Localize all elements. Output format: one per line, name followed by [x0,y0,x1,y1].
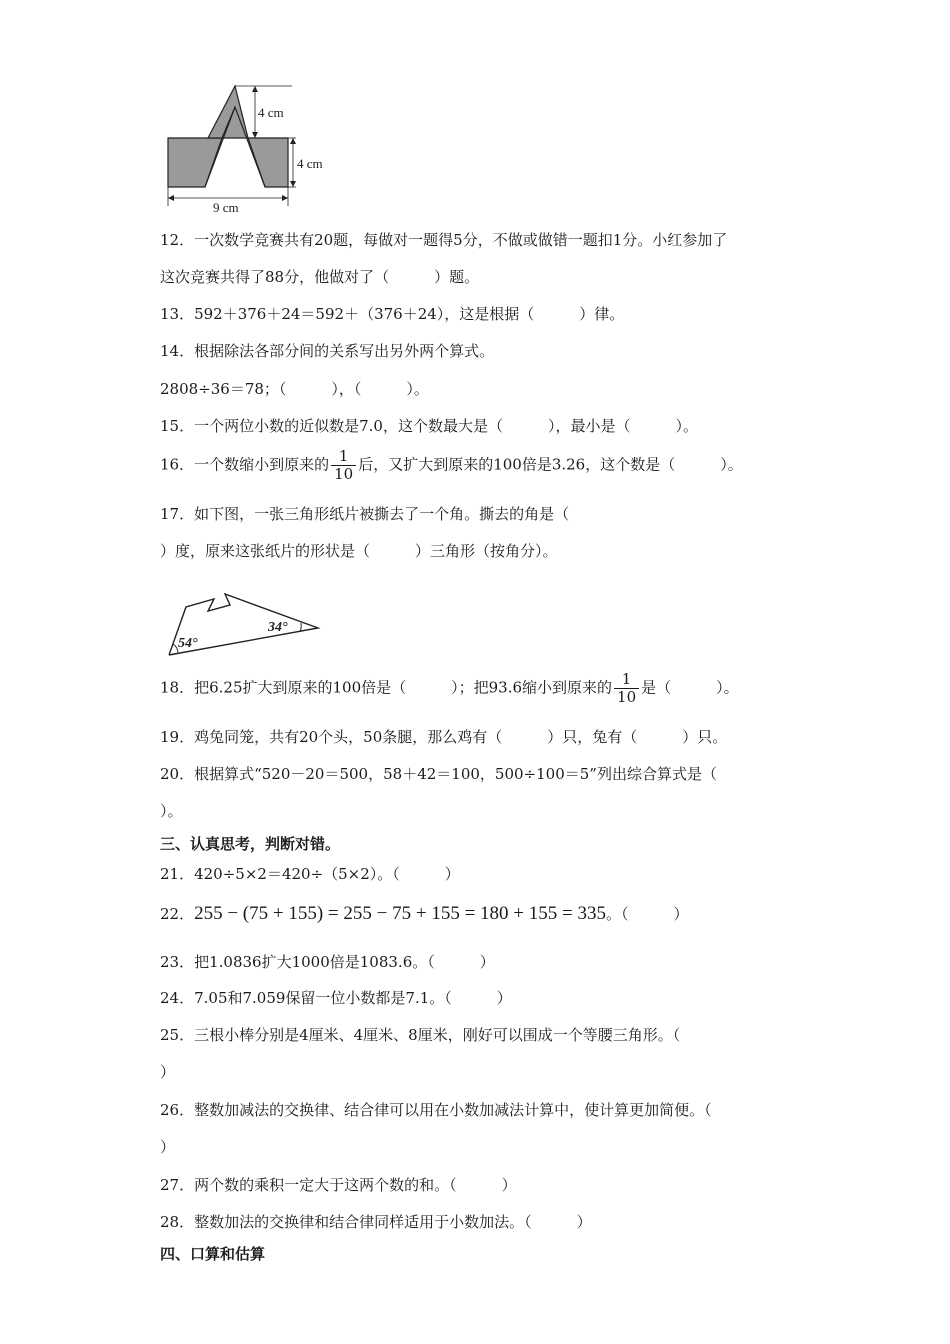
q22 [160,904,689,924]
q12-line1: 12．一次数学竞赛共有20题，每做对一题得5分，不做或做错一题扣1分。小红参加了 [160,231,728,249]
figure-top-triangle [208,86,248,138]
q25-line2: ） [160,1063,176,1081]
q18-frac-den: 10 [617,688,637,706]
figure-gray-shape-right [248,138,288,187]
dim-label-top: 4 cm [258,105,284,120]
q12-line2: 这次竞赛共得了88分，他做对了（ ）题。 [160,268,480,286]
q18 [160,671,739,706]
q17-line2: ）度，原来这张纸片的形状是（ ）三角形（按角分）。 [160,542,558,560]
q16-after: 后，又扩大到原来的100倍是3.26，这个数是（ ）。 [358,455,743,474]
q28: 28．整数加法的交换律和结合律同样适用于小数加法。（ ） [160,1213,592,1231]
q20-line2: ）。 [160,802,183,820]
q20-line1: 20．根据算式“520－20＝500，58＋42＝100，500÷100＝5”列出综合算式是（ [160,765,717,783]
angle-label-54: 54° [178,636,198,651]
q19: 19．鸡兔同笼，共有20个头，50条腿，那么鸡有（ ）只，兔有（ ）只。 [160,728,728,746]
torn-triangle-figure [160,585,330,665]
angle-label-34: 34° [268,620,288,635]
q18-frac-num: 1 [614,671,639,689]
q22-tail: 。（ ） [605,905,689,923]
q23: 23．把1.0836扩大1000倍是1083.6。（ ） [160,953,495,971]
q18-fraction [614,671,639,706]
q15: 15．一个两位小数的近似数是7.0，这个数最大是（ ），最小是（ ）。 [160,417,698,435]
dim-label-right: 4 cm [297,156,323,171]
q27: 27．两个数的乘积一定大于这两个数的和。（ ） [160,1176,517,1194]
q16-frac-num: 1 [331,448,356,466]
q16 [160,448,743,483]
q25-line1: 25．三根小棒分别是4厘米、4厘米、8厘米，刚好可以围成一个等腰三角形。（ [160,1026,681,1044]
q21: 21．420÷5×2＝420÷（5×2）。（ ） [160,865,460,883]
q22-expression: 255 − (75 + 155) = 255 − 75 + 155 = 180 + 155 = 335 [194,903,606,924]
section-4-heading: 四、口算和估算 [160,1245,266,1263]
q13: 13．592＋376＋24＝592＋（376＋24），这是根据（ ）律。 [160,305,625,323]
q26-line1: 26．整数加减法的交换律、结合律可以用在小数加减法计算中，使计算更加简便。（ [160,1101,712,1119]
q18-after: 是（ ）。 [641,678,739,697]
q22-num: 22． [160,905,195,923]
q16-fraction [331,448,356,483]
shape-figure [160,82,340,217]
q16-frac-den: 10 [334,465,354,483]
dim-label-bottom: 9 cm [213,200,239,215]
q17-line1: 17．如下图，一张三角形纸片被撕去了一个角。撕去的角是（ [160,505,570,523]
q24: 24．7.05和7.059保留一位小数都是7.1。（ ） [160,989,512,1007]
q14-line2: 2808÷36＝78；（ ），（ ）。 [160,380,429,398]
q16-before: 16．一个数缩小到原来的 [160,455,330,474]
q18-before: 18．把6.25扩大到原来的100倍是（ ）；把93.6缩小到原来的 [160,678,613,697]
q14-line1: 14．根据除法各部分间的关系写出另外两个算式。 [160,342,495,360]
q26-line2: ） [160,1138,176,1156]
section-3-heading: 三、认真思考，判断对错。 [160,835,341,853]
